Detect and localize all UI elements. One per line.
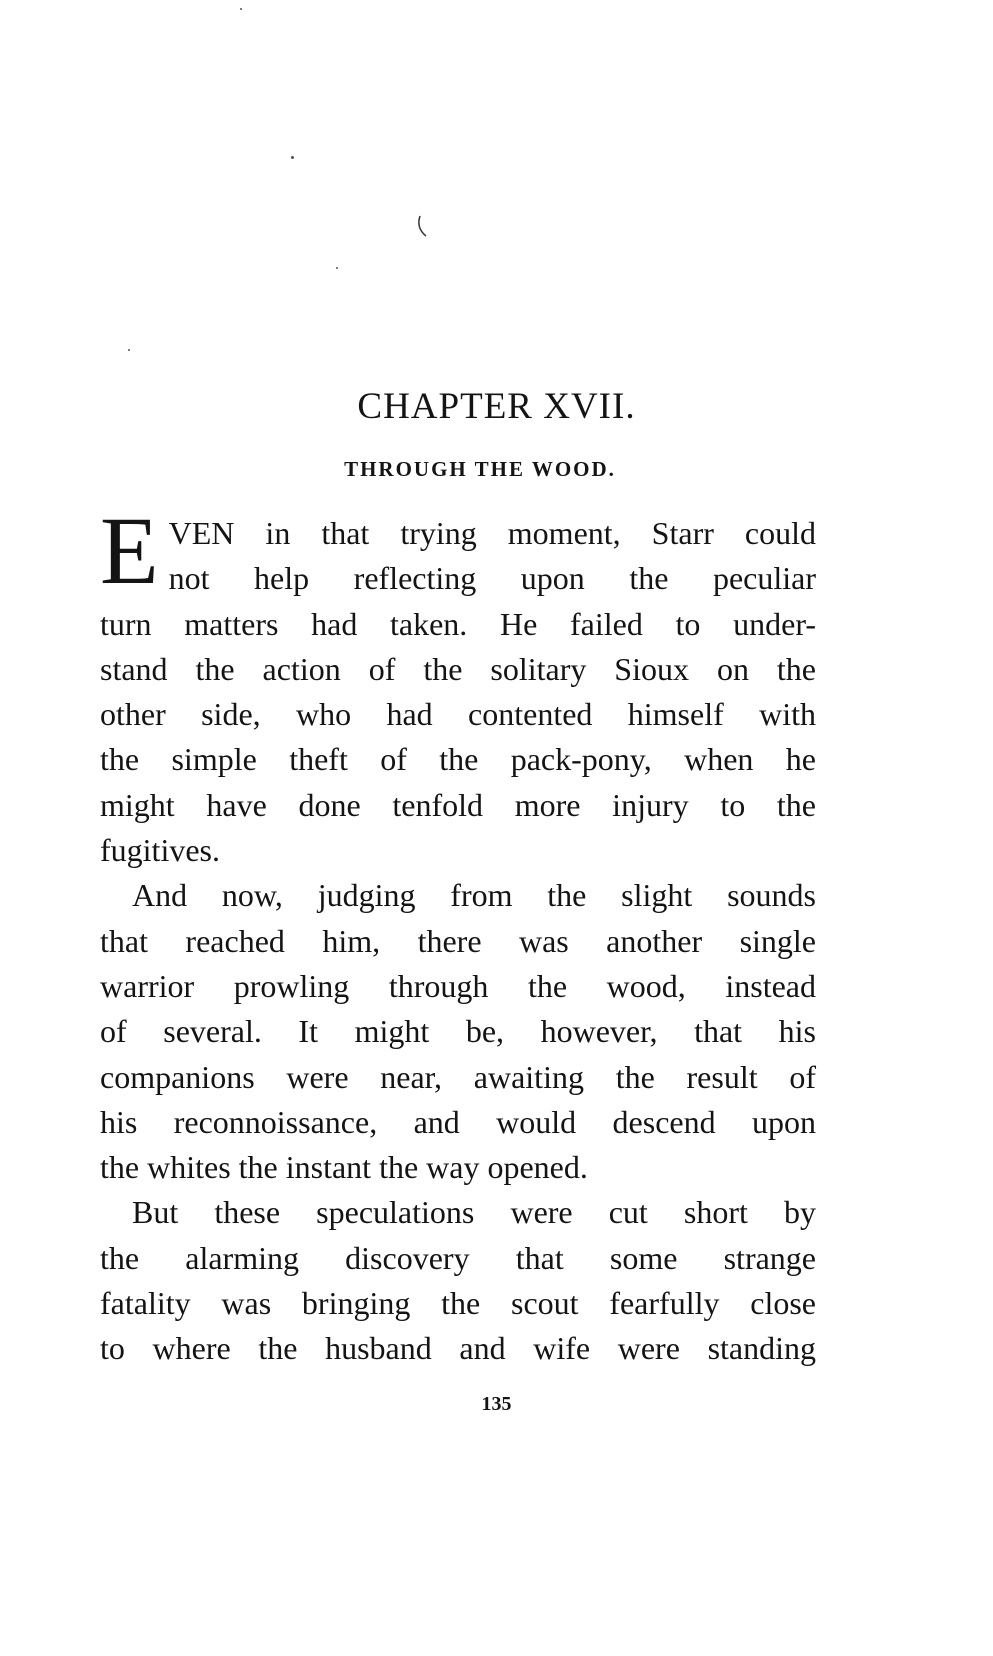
text-line: VEN in that trying moment, Starr could (168, 515, 816, 551)
text-line: And now, judging from the slight sounds (132, 877, 816, 914)
text-line: fugitives. (100, 832, 220, 869)
text-line: the simple theft of the pack-pony, when he (100, 741, 816, 778)
scan-speck (240, 8, 242, 10)
paragraph-1 (100, 497, 816, 873)
scan-speck (291, 156, 294, 159)
text-line: warrior prowling through the wood, instead (100, 967, 816, 1004)
text-line: other side, who had contented himself with (100, 696, 816, 733)
paragraph-2 (100, 873, 816, 1190)
scan-mark (414, 214, 430, 240)
scan-speck (128, 349, 130, 351)
text-line: to where the husband and wife were standing (100, 1330, 816, 1367)
text-line: the whites the instant the way opened. (100, 1149, 588, 1186)
text-line: stand the action of the solitary Sioux on the (100, 650, 816, 687)
text-line: of several. It might be, however, that his (100, 1013, 816, 1050)
text-line: his reconnoissance, and would descend upon (100, 1103, 816, 1140)
chapter-title: CHAPTER XVII. (357, 386, 636, 427)
text-line: turn matters had taken. He failed to under- (100, 605, 816, 642)
drop-cap: E (100, 497, 159, 604)
text-line: But these speculations were cut short by (132, 1194, 816, 1231)
text-line: the alarming discovery that some strange (100, 1239, 816, 1276)
text-line: companions were near, awaiting the result of (100, 1058, 816, 1095)
text-line: that reached him, there was another single (100, 922, 816, 959)
page-number: 135 (481, 1393, 512, 1415)
text-line: fatality was bringing the scout fearfully close (100, 1285, 816, 1322)
text-line: might have done tenfold more injury to the (100, 786, 816, 823)
paragraph-3 (100, 1190, 816, 1371)
body-text (100, 497, 816, 1372)
text-line: not help reflecting upon the peculiar (168, 560, 816, 597)
scan-speck (336, 267, 338, 269)
chapter-subtitle: THROUGH THE WOOD. (344, 457, 616, 481)
